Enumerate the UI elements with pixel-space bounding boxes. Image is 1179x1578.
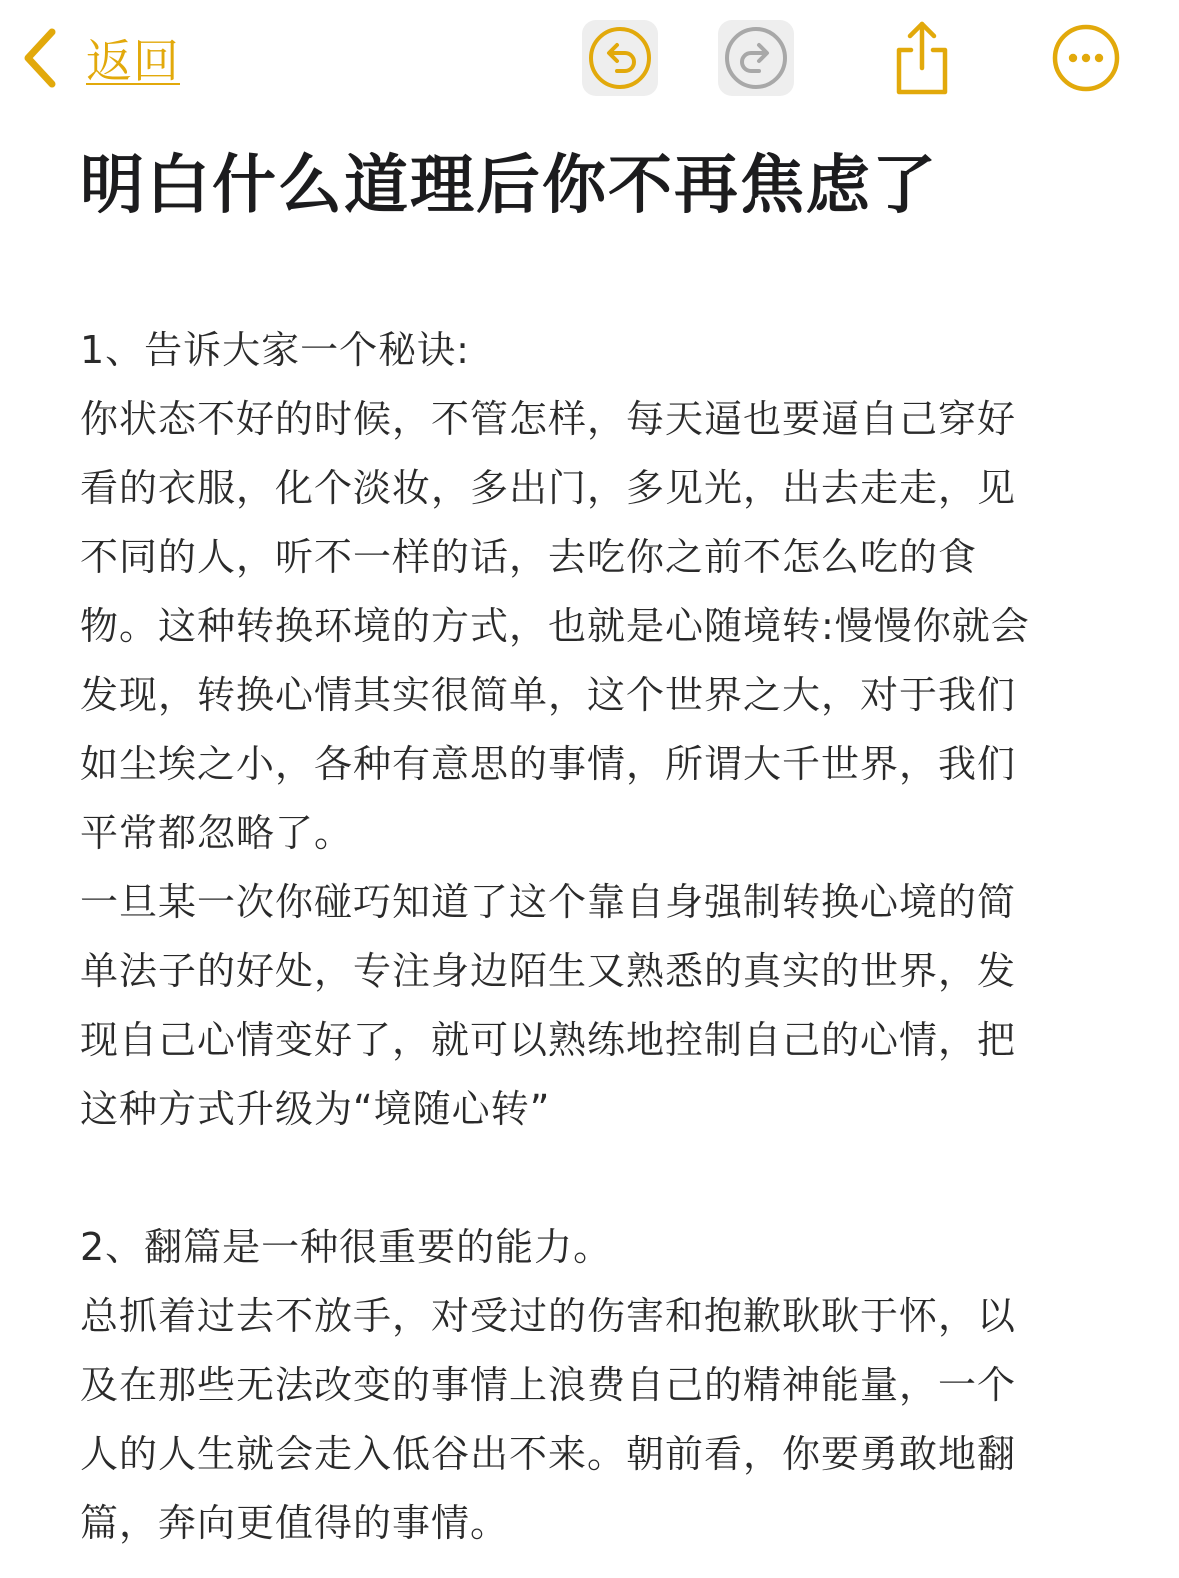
note-line: 2、翻篇是一种很重要的能力。 [80,1225,613,1269]
more-button[interactable] [1050,22,1122,94]
note-title[interactable]: 明白什么道理后你不再焦虑了 [80,149,938,223]
note-line: 发现，转换心情其实很简单，这个世界之大，对于我们 [80,673,1017,717]
note-line: 现自己心情变好了，就可以熟练地控制自己的心情，把 [80,1018,1017,1062]
note-line: 人的人生就会走入低谷出不来。朝前看，你要勇敢地翻 [80,1432,1017,1476]
redo-icon [723,25,789,91]
note-line: 这种方式升级为“境随心转” [80,1087,551,1131]
undo-button[interactable] [582,20,658,96]
chevron-left-icon [22,28,58,88]
note-line: 一旦某一次你碰巧知道了这个靠自身强制转换心境的简 [80,880,1017,924]
redo-button[interactable] [718,20,794,96]
note-line: 总抓着过去不放手，对受过的伤害和抱歉耿耿于怀，以 [80,1294,1017,1338]
note-line: 单法子的好处，专注身边陌生又熟悉的真实的世界，发 [80,949,1017,993]
share-button[interactable] [884,18,960,98]
note-line: 平常都忽略了。 [80,811,354,855]
note-line: 看的衣服，化个淡妆，多出门，多见光，出去走走，见 [80,466,1017,510]
note-line: 不同的人，听不一样的话，去吃你之前不怎么吃的食 [80,535,978,579]
blank-line [80,1144,1090,1213]
undo-icon [587,25,653,91]
note-line: 物。这种转换环境的方式，也就是心随境转:慢慢你就会 [80,604,1030,648]
share-icon [891,20,953,96]
more-icon [1051,23,1121,93]
back-label: 返回 [86,34,180,88]
note-line: 及在那些无法改变的事情上浪费自己的精神能量，一个 [80,1363,1017,1407]
note-body[interactable] [80,316,1090,1558]
back-button[interactable] [22,28,180,88]
toolbar [0,0,1179,120]
note-line: 1、告诉大家一个秘诀: [80,328,470,372]
note-line: 你状态不好的时候，不管怎样，每天逼也要逼自己穿好 [80,397,1017,441]
note-line: 篇，奔向更值得的事情。 [80,1501,510,1545]
note-line: 如尘埃之小，各种有意思的事情，所谓大千世界，我们 [80,742,1017,786]
